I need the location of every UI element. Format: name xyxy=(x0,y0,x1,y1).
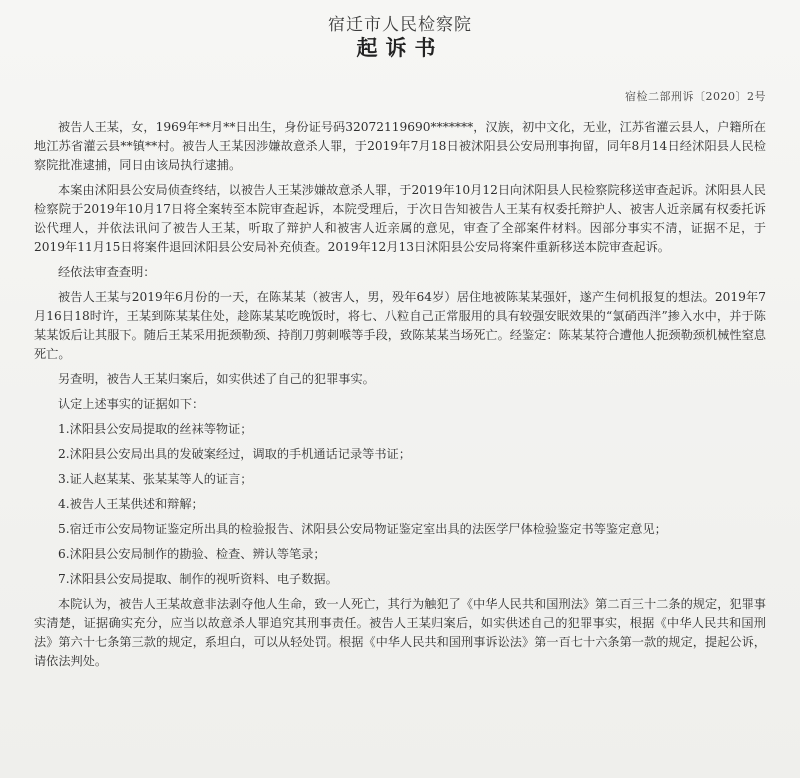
document-title: 起诉书 xyxy=(356,35,444,60)
evidence-item: 7.沭阳县公安局提取、制作的视听资料、电子数据。 xyxy=(58,572,338,586)
paragraph-evidence-heading: 认定上述事实的证据如下： xyxy=(58,397,205,411)
evidence-item: 5.宿迁市公安局物证鉴定所出具的检验报告、沭阳县公安局物证鉴定室出具的法医学尸体检验鉴定书等鉴定意见； xyxy=(58,522,667,536)
evidence-item: 2.沭阳县公安局出具的发破案经过，调取的手机通话记录等书证； xyxy=(58,447,411,461)
paragraph-facts: 被告人王某与2019年6月份的一天，在陈某某（被害人，男，殁年64岁）居住地被陈某某强奸，遂产生伺机报复的想法。2019年7月16日18时许，王某到陈某某住处，趁陈某某吃晚饭时，将七、八粒自己正常服用的具有较强安眠效果的“氯硝西泮”掺入水中，并于陈某某饭后让其服下。随后王某采用扼颈勒颈、持削刀剪刺喉等手段，致陈某某当场死亡。经鉴定：陈某某符合遭他人扼颈勒颈机械性窒息死亡。 xyxy=(34,290,766,361)
evidence-item: 6.沭阳县公安局制作的勘验、检查、辨认等笔录； xyxy=(58,547,326,561)
court-name: 宿迁市人民检察院 xyxy=(328,15,472,35)
paragraph-case-procedure: 本案由沭阳县公安局侦查终结，以被告人王某涉嫌故意杀人罪，于2019年10月12日向沭阳县人民检察院移送审查起诉。沭阳县人民检察院于2019年10月17日将全案转至本院审查起诉，本院受理后，于次日告知被告人王某有权委托辩护人、被害人近亲属有权委托诉讼代理人，并依法讯问了被告人王某，听取了辩护人和被害人近亲属的意见，审查了全部案件材料。因部分事实不清，证据不足，于2019年11月15日将案件退回沭阳县公安局补充侦查。2019年12月13日沭阳县公安局将案件重新移送本院审查起诉。 xyxy=(34,183,766,254)
document-number: 宿检二部刑诉〔2020〕2号 xyxy=(625,90,766,103)
evidence-list xyxy=(34,420,766,589)
evidence-item: 3.证人赵某某、张某某等人的证言； xyxy=(58,472,253,486)
evidence-item: 1.沭阳县公安局提取的丝袜等物证； xyxy=(58,422,253,436)
evidence-item: 4.被告人王某供述和辩解； xyxy=(58,497,204,511)
paragraph-conclusion: 本院认为，被告人王某故意非法剥夺他人生命，致一人死亡，其行为触犯了《中华人民共和国刑法》第二百三十二条的规定，犯罪事实清楚，证据确实充分，应当以故意杀人罪追究其刑事责任。被告人王某归案后，如实供述自己的犯罪事实，根据《中华人民共和国刑法》第六十七条第三款的规定，系坦白，可以从轻处罚。根据《中华人民共和国刑事诉讼法》第一百七十六条第一款的规定，提起公诉，请依法判处。 xyxy=(34,597,766,668)
paragraph-defendant-info: 被告人王某，女，1969年**月**日出生，身份证号码32072119690*******，汉族，初中文化，无业，江苏省灌云县人，户籍所在地江苏省灌云县**镇**村。被告人王某因涉嫌故意杀人罪，于2019年7月18日被沭阳县公安局刑事拘留，同年8月14日经沭阳县人民检察院批准逮捕，同日由该局执行逮捕。 xyxy=(34,120,766,172)
paragraph-findings-heading: 经依法审查查明： xyxy=(58,265,156,279)
paragraph-confession: 另查明，被告人王某归案后，如实供述了自己的犯罪事实。 xyxy=(58,372,375,386)
document-body xyxy=(34,118,766,677)
